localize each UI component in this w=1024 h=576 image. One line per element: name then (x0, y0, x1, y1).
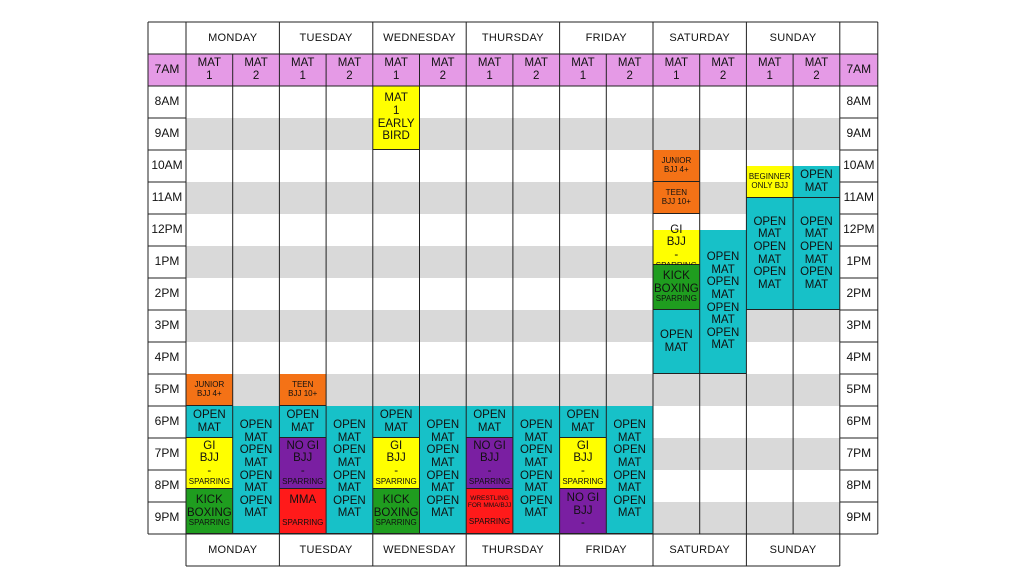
time-label-left (148, 470, 186, 502)
class-label: OPEN (193, 408, 226, 421)
mat-label-word: MAT (571, 57, 595, 70)
day-header-bottom (373, 534, 466, 566)
mat-label-number: 2 (439, 70, 447, 82)
class-label: OPEN (426, 494, 460, 507)
time-label-right (840, 246, 878, 278)
class-label: MAT (524, 482, 548, 495)
mat-label (326, 54, 373, 86)
time-label: 5PM (846, 382, 872, 397)
class-block (279, 438, 326, 489)
class-label: MMA (289, 494, 317, 507)
time-label: 1PM (846, 254, 872, 269)
mat-label (420, 54, 467, 86)
day-label: SUNDAY (769, 31, 817, 44)
time-label-left (148, 118, 186, 150)
class-label: MAT (337, 456, 362, 469)
day-label: MONDAY (208, 31, 258, 44)
time-label-right (840, 118, 878, 150)
class-label: EARLY (377, 117, 415, 130)
class-label: FOR MMA/BJJ (467, 502, 512, 510)
mat-label-number: 1 (486, 70, 493, 82)
time-label-right (840, 54, 878, 86)
class-block (326, 406, 373, 534)
day-header-bottom (279, 534, 372, 566)
class-label: OPEN (800, 168, 833, 181)
mat-label (513, 54, 560, 86)
time-label: 8AM (154, 94, 180, 109)
mat-label-word: MAT (524, 57, 548, 70)
time-label: 3PM (154, 318, 180, 333)
class-label: KICK (195, 494, 223, 507)
mat-label (373, 54, 420, 86)
mat-label-number: 1 (299, 70, 306, 82)
class-block (279, 406, 326, 438)
class-label: NO GI (566, 492, 600, 505)
class-block (653, 150, 700, 182)
time-label-right (840, 182, 878, 214)
class-block (560, 406, 607, 438)
class-label: OPEN (706, 301, 740, 314)
day-label: SATURDAY (669, 543, 731, 556)
class-label: MAT (711, 263, 735, 276)
mat-label-word: MAT (291, 57, 315, 70)
day-header-bottom (653, 534, 746, 566)
class-block (653, 265, 700, 310)
class-block (373, 438, 420, 489)
class-label: BJJ 4+ (664, 164, 689, 174)
class-label: MAT (384, 92, 408, 105)
class-block (279, 374, 326, 406)
class-label: SPARRING (655, 294, 697, 304)
class-label: OPEN (519, 418, 553, 431)
class-label: MAT (524, 507, 548, 520)
class-label: MAT (617, 431, 642, 444)
class-block (653, 310, 700, 374)
time-label-left (148, 246, 186, 278)
class-label: JUNIOR (194, 379, 225, 389)
time-label: 7PM (154, 446, 180, 461)
day-header-bottom (186, 534, 279, 566)
class-label: OPEN (379, 408, 413, 421)
mat-label (466, 54, 513, 86)
class-label: OPEN (426, 418, 460, 431)
day-label: TUESDAY (299, 31, 353, 44)
mat-label-number: 2 (813, 70, 820, 82)
class-block (186, 438, 233, 489)
day-label: FRIDAY (585, 543, 627, 556)
class-label: MAT (244, 456, 268, 469)
day-label: SUNDAY (769, 543, 817, 556)
mat-label-number: 2 (252, 70, 260, 82)
time-label: 7AM (846, 62, 872, 77)
class-block (560, 489, 607, 534)
class-label: SPARRING (188, 476, 230, 486)
time-label-right (840, 86, 878, 118)
class-label: KICK (382, 494, 410, 507)
day-header-top (746, 22, 839, 54)
class-label: GI (576, 439, 589, 452)
class-label: MAT (291, 421, 315, 434)
class-label: MAT (431, 456, 455, 469)
time-label-right (840, 438, 878, 470)
time-label: 9PM (154, 510, 180, 525)
time-label-right (840, 150, 878, 182)
mat-label-word: MAT (384, 57, 408, 70)
class-label: SPARRING (562, 476, 604, 486)
shaded-row (186, 182, 840, 214)
class-block (373, 86, 420, 150)
time-label: 11AM (843, 190, 875, 205)
class-label: OPEN (753, 266, 787, 279)
mat-label (186, 54, 233, 86)
time-label: 10AM (151, 158, 183, 173)
class-label: MAT (524, 431, 548, 444)
class-label: SPARRING (282, 476, 324, 486)
class-label: OPEN (239, 469, 273, 482)
time-label: 4PM (846, 350, 872, 365)
class-label: BJJ (666, 236, 686, 249)
class-label: SPARRING (282, 518, 324, 528)
class-label: BJJ 10+ (661, 196, 691, 206)
time-label: 6PM (154, 414, 180, 429)
class-label: MAT (804, 181, 829, 194)
class-label: MAT (711, 339, 735, 352)
mat-label (793, 54, 840, 86)
class-label: BJJ (199, 452, 219, 465)
day-header-bottom (560, 534, 653, 566)
class-label: OPEN (239, 494, 273, 507)
class-label: MAT (711, 314, 735, 327)
class-label: MAT (244, 482, 268, 495)
class-label: OPEN (800, 215, 833, 228)
day-label: WEDNESDAY (383, 31, 456, 44)
class-label: BJJ (479, 452, 500, 465)
class-label: OPEN (426, 444, 460, 457)
time-label-left (148, 150, 186, 182)
class-label: OPEN (753, 240, 787, 253)
time-label-right (840, 310, 878, 342)
class-label: OPEN (613, 418, 646, 431)
class-label: GI (670, 223, 683, 236)
class-label: OPEN (473, 408, 506, 421)
time-label: 2PM (154, 286, 180, 301)
day-label: FRIDAY (585, 31, 627, 44)
class-label: OPEN (613, 444, 646, 457)
class-label: MAT (617, 482, 642, 495)
class-block (746, 198, 793, 310)
day-header-top (186, 22, 279, 54)
class-block (373, 489, 420, 534)
class-label: OPEN (239, 418, 273, 431)
class-label: BOXING (653, 282, 699, 295)
mat-label (746, 54, 793, 86)
day-label: TUESDAY (299, 543, 353, 556)
class-label: OPEN (519, 444, 553, 457)
class-label: OPEN (613, 494, 646, 507)
mat-label (560, 54, 607, 86)
mat-label-word: MAT (664, 57, 689, 70)
class-label: OPEN (566, 408, 600, 421)
time-label: 10AM (843, 158, 875, 173)
class-label: BJJ 10+ (288, 388, 318, 398)
time-label-left (148, 502, 186, 534)
mat-label-number: 1 (579, 70, 587, 82)
class-block (606, 406, 653, 534)
class-label: - (581, 517, 585, 530)
class-label: OPEN (800, 266, 833, 279)
class-label: - (487, 465, 492, 478)
time-label-right (840, 278, 878, 310)
class-block (746, 166, 793, 198)
class-block (466, 406, 513, 438)
class-label: MAT (804, 253, 829, 266)
day-header-top (466, 22, 559, 54)
class-label: MAT (664, 341, 689, 354)
class-label: MAT (758, 253, 782, 266)
class-label: MAT (617, 507, 642, 520)
mat-label-word: MAT (337, 57, 362, 70)
day-label: THURSDAY (481, 543, 544, 556)
class-label: MAT (244, 431, 268, 444)
time-label-right (840, 470, 878, 502)
class-label: BJJ (293, 452, 313, 465)
mat-label-number: 2 (719, 70, 727, 82)
class-label: OPEN (333, 418, 366, 431)
mat-label-word: MAT (197, 57, 222, 70)
class-label: NO GI (473, 439, 506, 452)
mat-label (700, 54, 747, 86)
time-label: 8PM (154, 478, 180, 493)
class-label: MAT (337, 507, 362, 520)
mat-label-word: MAT (758, 57, 782, 70)
mat-label-word: MAT (431, 57, 455, 70)
time-label: 11AM (151, 190, 183, 205)
class-label: OPEN (706, 276, 740, 289)
class-label: BIRD (382, 130, 410, 143)
day-label: WEDNESDAY (383, 543, 456, 556)
class-label: OPEN (753, 215, 787, 228)
class-label: MAT (804, 228, 829, 241)
time-label: 2PM (846, 286, 872, 301)
class-block (373, 406, 420, 438)
class-label: - (300, 465, 305, 478)
time-label: 12PM (151, 222, 183, 237)
mat-label (653, 54, 700, 86)
class-label: MAT (197, 421, 222, 434)
class-label: - (581, 465, 585, 478)
class-label: MAT (431, 431, 455, 444)
class-label: - (207, 465, 212, 478)
class-block (279, 489, 326, 534)
time-label: 7AM (154, 62, 180, 77)
class-label: OPEN (706, 326, 740, 339)
class-label: OPEN (613, 469, 646, 482)
class-label: OPEN (519, 469, 553, 482)
class-block (700, 230, 747, 374)
time-label-right (840, 214, 878, 246)
day-header-bottom (466, 534, 559, 566)
time-label: 7PM (846, 446, 872, 461)
mat-label-number: 1 (392, 70, 400, 82)
class-label: GI (390, 439, 403, 452)
time-label-right (840, 502, 878, 534)
class-label: MAT (617, 456, 642, 469)
time-label-left (148, 438, 186, 470)
class-label: MAT (758, 278, 782, 291)
mat-label-number: 2 (533, 70, 540, 82)
class-block (420, 406, 467, 534)
class-block (186, 489, 233, 534)
mat-label-number: 2 (626, 70, 633, 82)
time-label: 8AM (846, 94, 872, 109)
time-label: 4PM (154, 350, 180, 365)
class-label: BJJ 4+ (197, 388, 222, 398)
class-label: SPARRING (375, 518, 417, 528)
mat-label (279, 54, 326, 86)
time-label-right (840, 374, 878, 406)
mat-label-number: 2 (346, 70, 353, 82)
class-block (466, 489, 513, 534)
class-block (560, 438, 607, 489)
class-label: - (394, 465, 399, 478)
mat-label (606, 54, 653, 86)
time-label: 5PM (154, 382, 180, 397)
day-label: SATURDAY (669, 31, 731, 44)
time-label: 6PM (846, 414, 872, 429)
time-label-left (148, 86, 186, 118)
class-label: OPEN (426, 469, 460, 482)
class-label: WRESTLING (470, 495, 509, 503)
time-label-left (148, 182, 186, 214)
time-label-left (148, 342, 186, 374)
day-label: THURSDAY (481, 31, 544, 44)
class-label: OPEN (660, 328, 693, 341)
time-label-right (840, 342, 878, 374)
class-label: MAT (524, 456, 548, 469)
time-label: 9PM (846, 510, 872, 525)
class-block (186, 406, 233, 438)
class-label: OPEN (519, 494, 553, 507)
mat-label-word: MAT (804, 57, 829, 70)
class-block (653, 182, 700, 214)
class-label: OPEN (333, 469, 366, 482)
time-label-left (148, 310, 186, 342)
class-label: MAT (384, 421, 408, 434)
class-block (793, 198, 840, 310)
time-label-left (148, 406, 186, 438)
time-label-left (148, 214, 186, 246)
class-label: OPEN (239, 444, 273, 457)
class-label: KICK (662, 270, 690, 283)
class-label: MAT (337, 482, 362, 495)
class-block (233, 406, 280, 534)
class-label: GI (203, 439, 216, 452)
time-label: 8PM (846, 478, 872, 493)
time-label: 9AM (154, 126, 180, 141)
day-header-top (560, 22, 653, 54)
class-label: BJJ (573, 452, 593, 465)
time-label: 12PM (843, 222, 875, 237)
class-label: TEEN (665, 187, 688, 197)
class-label: BOXING (186, 506, 232, 519)
class-block (513, 406, 560, 534)
class-label: OPEN (706, 250, 740, 263)
class-label: OPEN (286, 408, 320, 421)
mat-label-number: 1 (206, 70, 213, 82)
class-label: MAT (244, 507, 268, 520)
class-label: OPEN (333, 494, 366, 507)
mat-label-number: 1 (766, 70, 773, 82)
mat-label-word: MAT (477, 57, 502, 70)
class-label: MAT (477, 421, 502, 434)
class-label: OPEN (800, 240, 833, 253)
day-header-top (653, 22, 746, 54)
class-label: ONLY BJJ (751, 180, 789, 190)
class-label: TEEN (292, 379, 314, 389)
class-label: MAT (804, 278, 829, 291)
class-block (653, 223, 700, 265)
class-label: MAT (758, 228, 782, 241)
class-label: BJJ (386, 452, 406, 465)
shaded-row (186, 118, 840, 150)
class-block (466, 438, 513, 489)
class-label: OPEN (333, 444, 366, 457)
class-label: BJJ (573, 504, 593, 517)
mat-label-number: 1 (673, 70, 680, 82)
class-label: JUNIOR (661, 155, 692, 165)
time-label: 3PM (846, 318, 872, 333)
time-label-left (148, 278, 186, 310)
time-label-left (148, 374, 186, 406)
time-label-left (148, 54, 186, 86)
class-label: MAT (431, 482, 455, 495)
time-label: 1PM (154, 254, 180, 269)
day-header-top (373, 22, 466, 54)
mat-label-word: MAT (617, 57, 642, 70)
class-label: BEGINNER (748, 171, 791, 181)
time-label-right (840, 406, 878, 438)
mat-label-word: MAT (711, 57, 735, 70)
class-label: SPARRING (468, 517, 511, 527)
time-label: 9AM (846, 126, 872, 141)
class-label: BOXING (373, 506, 419, 519)
mat-label (233, 54, 280, 86)
class-label: MAT (571, 421, 595, 434)
class-label: NO GI (286, 439, 320, 452)
day-header-bottom (746, 534, 839, 566)
class-block (186, 374, 233, 406)
class-block (793, 166, 840, 198)
class-label: MAT (337, 431, 362, 444)
class-label: SPARRING (375, 476, 417, 486)
day-header-top (279, 22, 372, 54)
class-label: SPARRING (468, 476, 511, 486)
class-label: SPARRING (188, 518, 230, 528)
class-label: MAT (431, 507, 455, 520)
mat-label-word: MAT (244, 57, 268, 70)
class-label: - (674, 249, 679, 262)
class-label: 1 (392, 104, 400, 117)
class-label: MAT (711, 288, 735, 301)
day-label: MONDAY (208, 543, 258, 556)
